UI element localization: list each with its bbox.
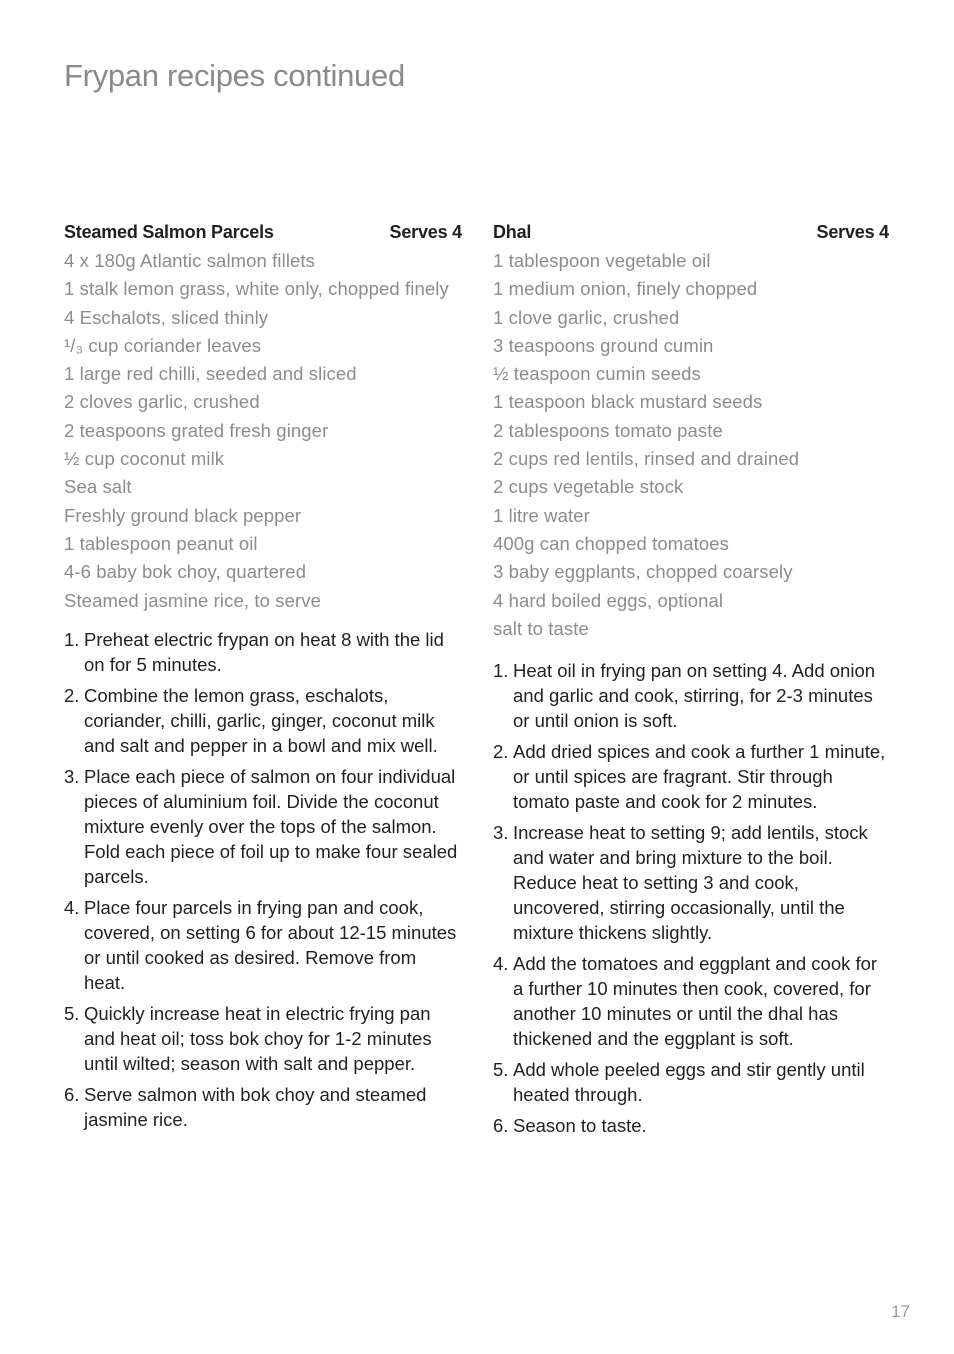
recipe-header: [493, 222, 889, 248]
method-step: [64, 627, 462, 677]
ingredient-item: 2 cloves garlic, crushed: [64, 391, 260, 413]
recipe-title: Dhal: [493, 222, 532, 242]
method-step: [64, 1082, 462, 1132]
recipe-dhal: [493, 222, 889, 1144]
ingredient-item: 2 cups red lentils, rinsed and drained: [493, 448, 800, 470]
step-number: 6.: [493, 1114, 509, 1136]
ingredient-list: [493, 248, 889, 641]
ingredient-item: 4 hard boiled eggs, optional: [493, 589, 724, 611]
step-number: 3.: [493, 821, 509, 843]
ingredient-item: 1 large red chilli, seeded and sliced: [64, 363, 357, 385]
method-step: [493, 1113, 889, 1138]
step-text: Place each piece of salmon on four individual pieces of aluminium foil. Divide the coconut mixture evenly over the tops of the salmon. Fold each piece of foil up to make four sealed parcels.: [84, 765, 458, 887]
ingredient-item: 4 Eschalots, sliced thinly: [64, 306, 269, 328]
ingredient-item: ¹/₃ cup coriander leaves: [64, 334, 262, 356]
ingredient-item: 400g can chopped tomatoes: [493, 532, 729, 554]
step-number: 2.: [493, 740, 509, 762]
step-text: Increase heat to setting 9; add lentils, stock and water and bring mixture to the boil. Reduce heat to setting 3 and cook, uncovered, stirring occasionally, until the mixture thickens slightly.: [513, 821, 868, 943]
method-step: [64, 1001, 462, 1076]
ingredient-item: Steamed jasmine rice, to serve: [64, 589, 321, 611]
ingredient-item: 2 tablespoons tomato paste: [493, 419, 723, 441]
step-text: Add the tomatoes and eggplant and cook for a further 10 minutes then cook, covered, for another 10 minutes or until the dhal has thickened and the eggplant is soft.: [513, 952, 878, 1049]
method-step: [64, 683, 462, 758]
step-number: 4.: [64, 896, 80, 918]
ingredient-item: 1 tablespoon vegetable oil: [493, 250, 711, 271]
ingredient-item: Freshly ground black pepper: [64, 504, 302, 526]
step-text: Quickly increase heat in electric frying pan and heat oil; toss bok choy for 1-2 minutes until wilted; season with salt and pepper.: [84, 1002, 432, 1074]
ingredient-item: 1 stalk lemon grass, white only, chopped finely: [64, 278, 449, 300]
step-text: Preheat electric frypan on heat 8 with the lid on for 5 minutes.: [84, 628, 444, 675]
ingredient-item: Sea salt: [64, 476, 132, 498]
method-step: [64, 895, 462, 995]
step-number: 1.: [493, 659, 509, 681]
step-number: 5.: [64, 1002, 80, 1024]
step-text: Place four parcels in frying pan and cook, covered, on setting 6 for about 12-15 minutes or until cooked as desired. Remove from heat.: [84, 896, 457, 993]
ingredient-item: ½ cup coconut milk: [64, 448, 225, 470]
step-number: 4.: [493, 952, 509, 974]
step-text: Add whole peeled eggs and stir gently until heated through.: [513, 1058, 865, 1105]
ingredient-item: 2 cups vegetable stock: [493, 476, 684, 498]
step-number: 1.: [64, 628, 80, 650]
ingredient-item: 1 medium onion, finely chopped: [493, 278, 758, 300]
ingredient-item: 4 x 180g Atlantic salmon fillets: [64, 250, 316, 271]
step-number: 3.: [64, 765, 80, 787]
ingredient-item: 1 clove garlic, crushed: [493, 306, 680, 328]
ingredient-item: 1 tablespoon peanut oil: [64, 532, 258, 554]
step-text: Season to taste.: [513, 1114, 647, 1136]
step-number: 6.: [64, 1083, 80, 1105]
recipe-header: [64, 222, 462, 248]
method-step: [493, 951, 889, 1051]
step-number: 2.: [64, 684, 80, 706]
method-steps: [64, 627, 462, 1132]
recipe-serves: Serves 4: [816, 222, 889, 242]
ingredient-item: 3 baby eggplants, chopped coarsely: [493, 561, 793, 583]
recipe-serves: Serves 4: [389, 222, 462, 242]
step-text: Heat oil in frying pan on setting 4. Add onion and garlic and cook, stirring, for 2-3 minutes or until onion is soft.: [513, 659, 876, 731]
step-text: Combine the lemon grass, eschalots, coriander, chilli, garlic, ginger, coconut milk and salt and pepper in a bowl and mix well.: [84, 684, 438, 756]
method-step: [493, 820, 889, 945]
page-number: 17: [891, 1302, 910, 1321]
ingredient-item: 1 teaspoon black mustard seeds: [493, 391, 763, 413]
method-step: [493, 658, 889, 733]
step-number: 5.: [493, 1058, 509, 1080]
method-steps: [493, 658, 889, 1138]
recipe-steamed-salmon-parcels: [64, 222, 462, 1138]
ingredient-item: salt to taste: [493, 617, 589, 639]
method-step: [64, 764, 462, 889]
ingredient-item: ½ teaspoon cumin seeds: [493, 363, 701, 385]
method-step: [493, 739, 889, 814]
ingredient-item: 2 teaspoons grated fresh ginger: [64, 419, 329, 441]
ingredient-item: 1 litre water: [493, 504, 590, 526]
ingredient-list: [64, 248, 462, 613]
step-text: Serve salmon with bok choy and steamed jasmine rice.: [84, 1083, 427, 1130]
ingredient-item: 3 teaspoons ground cumin: [493, 334, 714, 356]
method-step: [493, 1057, 889, 1107]
recipe-title: Steamed Salmon Parcels: [64, 222, 274, 242]
page-title: Frypan recipes continued: [64, 58, 405, 93]
step-text: Add dried spices and cook a further 1 minute, or until spices are fragrant. Stir through tomato paste and cook for 2 minutes.: [513, 740, 886, 812]
ingredient-item: 4-6 baby bok choy, quartered: [64, 561, 307, 583]
